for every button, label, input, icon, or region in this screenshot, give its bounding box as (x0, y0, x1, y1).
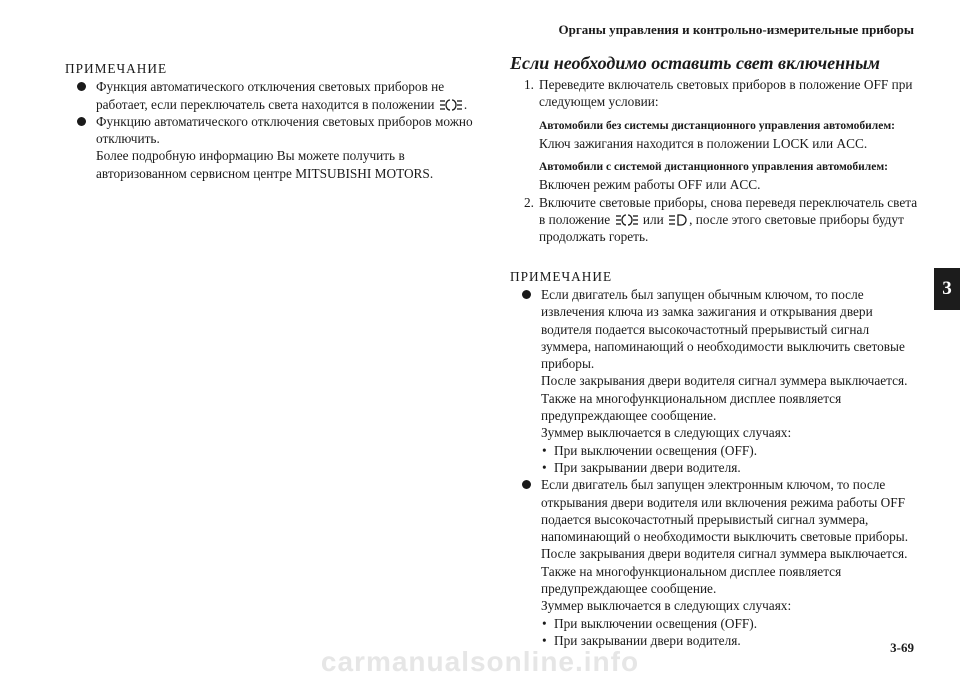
bullet-paragraph: Если двигатель был запущен электронным ключом, то после открывания двери водителя или включения режима работы OFF подается высокочастотный прерывистый сигнал зуммера, напоминающий о необходимости выключить световые приборы. (541, 477, 909, 545)
right-column (510, 52, 920, 649)
step-item (510, 194, 920, 246)
condition-text: Ключ зажигания находится в положении LOCK или ACC. (539, 135, 868, 151)
step-number: 2. (524, 194, 534, 210)
bullet-text-end: . (463, 96, 468, 112)
note-bullet (65, 78, 475, 113)
condition-block (510, 159, 920, 194)
step-text: Включите световые приборы, снова переведя переключатель света в положение (539, 194, 918, 228)
steps (510, 194, 920, 246)
bullet-paragraph: Функцию автоматического отключения световых приборов можно отключить. (96, 113, 473, 147)
parking-lights-icon (440, 99, 462, 111)
note-bullet (510, 476, 920, 649)
note-title: ПРИМЕЧАНИЕ (510, 268, 613, 284)
step-text: Переведите включатель световых приборов в положение OFF при следующем условии: (539, 77, 913, 110)
condition-title: Автомобили с системой дистанционного управления автомобилем: (539, 161, 889, 174)
step-text-or: или (642, 212, 664, 228)
note-bullet (510, 286, 920, 476)
step-text-end: , после этого световые приборы будут продолжать гореть. (539, 212, 904, 245)
sub-list-item: • При закрывании двери водителя. (541, 632, 920, 649)
watermark: carmanualsonline.info (320, 646, 640, 677)
condition-title: Автомобили без системы дистанционного управления автомобилем: (539, 119, 895, 132)
note-title: ПРИМЕЧАНИЕ (65, 61, 168, 76)
section-title: Если необходимо оставить свет включенным (510, 53, 880, 73)
note-bullets (510, 286, 920, 649)
condition-text: Включен режим работы OFF или ACC. (539, 177, 761, 193)
bullet-paragraph: Зуммер выключается в следующих случаях: (541, 425, 792, 441)
bullet-paragraph: Если двигатель был запущен обычным ключом, то после извлечения ключа из замка зажигания и открывания двери водителя подается высокочастотный прерывистый сигнал зуммера, напоминающий о необходимости выключить световые приборы. (541, 286, 905, 372)
bullet-text: Функция автоматического отключения световых приборов не работает, если переключатель света находится в положении (96, 79, 445, 112)
step-number: 1. (524, 77, 534, 92)
sub-list-item: • При закрывании двери водителя. (541, 459, 920, 476)
bullet-paragraph: После закрывания двери водителя сигнал зуммера выключается. (541, 546, 908, 562)
note-bullets (65, 78, 475, 182)
bullet-paragraph: Также на многофункциональном дисплее появляется предупреждающее сообщение. (541, 563, 842, 597)
bullet-paragraph: Также на многофункциональном дисплее появляется предупреждающее сообщение. (541, 390, 842, 424)
chapter-tab: 3 (934, 268, 960, 310)
sub-list (541, 442, 920, 477)
bullet-paragraph: После закрывания двери водителя сигнал зуммера выключается. (541, 373, 908, 389)
sub-list (541, 615, 920, 650)
headlight-icon (669, 214, 687, 226)
step-item (510, 76, 920, 111)
condition-block (510, 118, 920, 153)
parking-lights-icon (616, 214, 638, 226)
sub-list-item: • При выключении освещения (OFF). (541, 615, 920, 632)
note-bullet (65, 113, 475, 182)
bullet-paragraph: Зуммер выключается в следующих случаях: (541, 598, 792, 614)
steps (510, 76, 920, 111)
bullet-paragraph: Более подробную информацию Вы можете получить в авторизованном сервисном центре MITSUBISHI MOTORS. (96, 148, 434, 181)
left-column (65, 60, 475, 182)
sub-list-item: • При выключении освещения (OFF). (541, 442, 920, 459)
page-header: Органы управления и контрольно-измерительные приборы (558, 22, 914, 37)
page-number: 3-69 (890, 640, 914, 655)
